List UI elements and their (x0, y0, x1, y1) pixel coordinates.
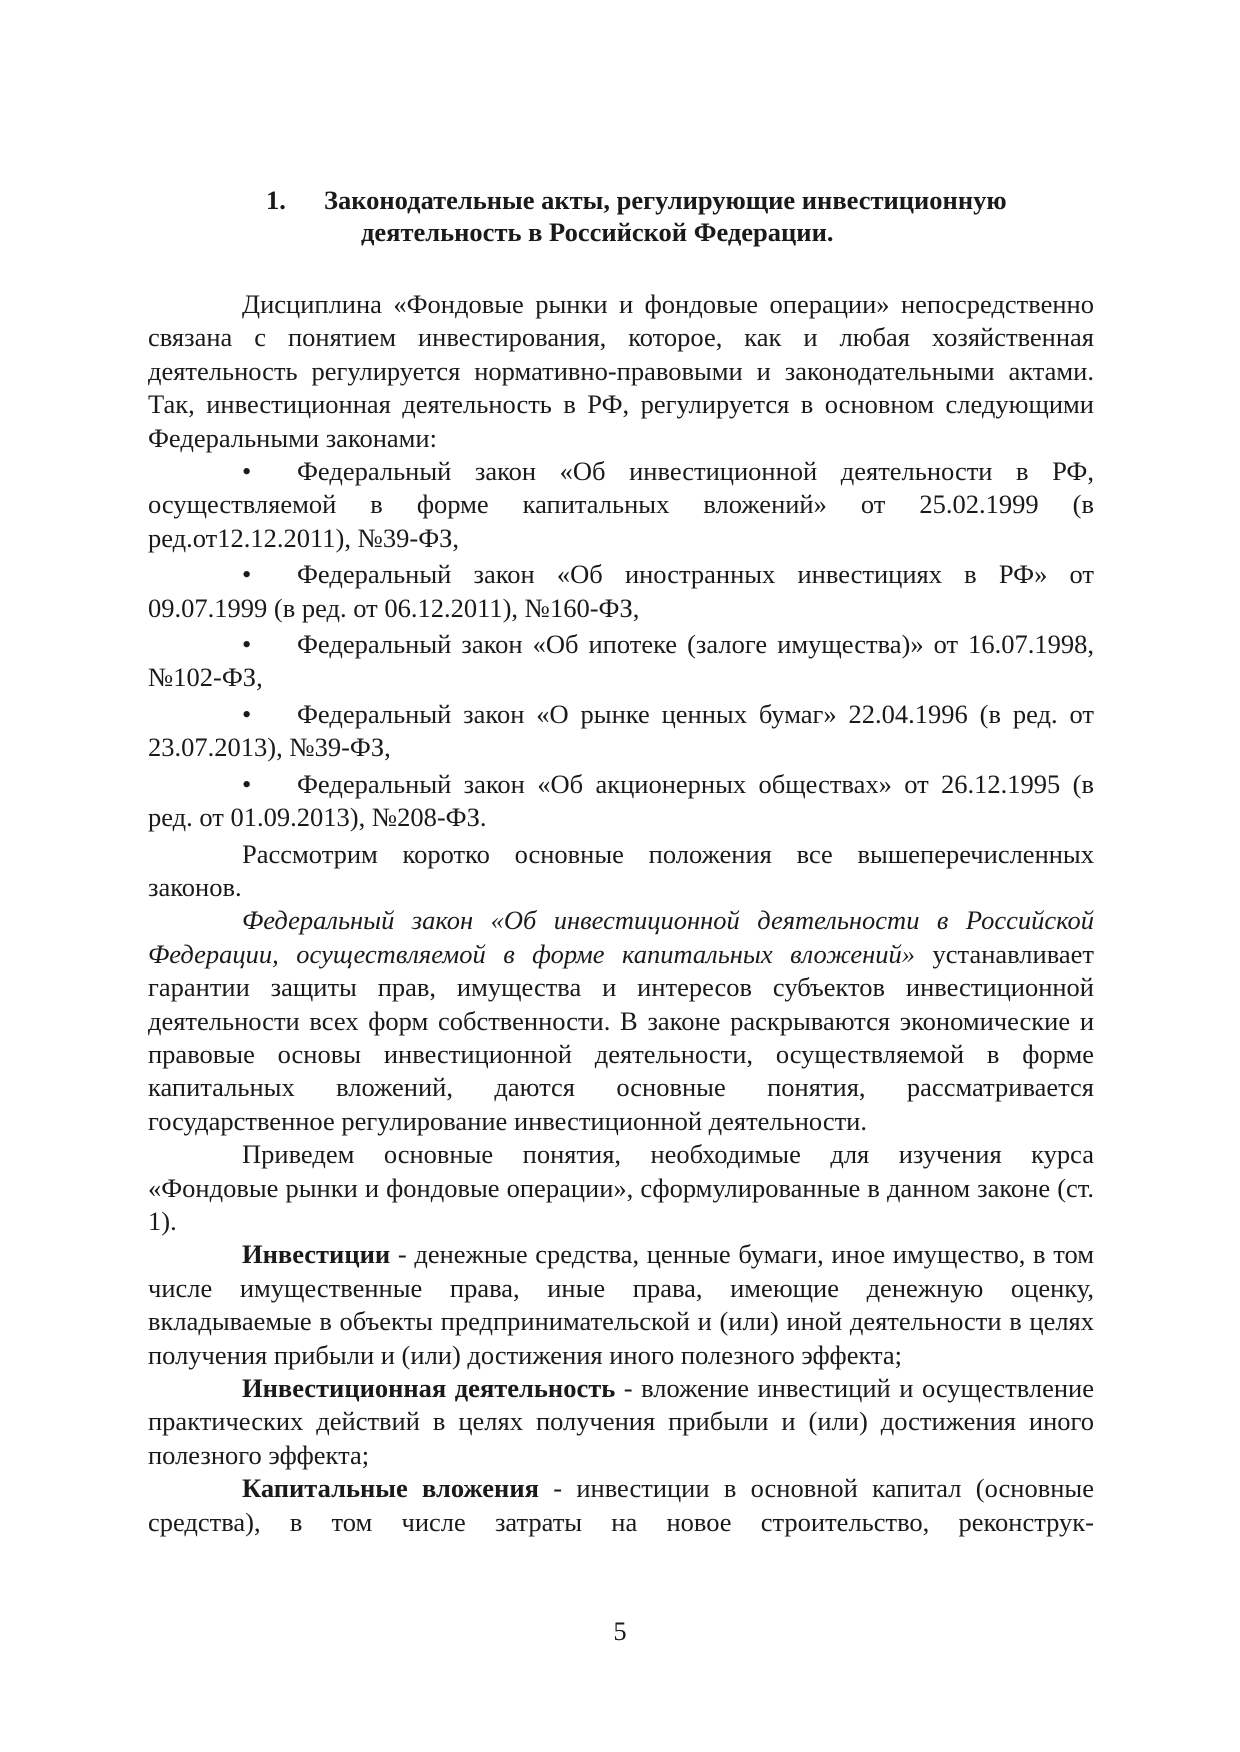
section-heading (148, 184, 1094, 248)
bullet-icon: • (242, 629, 252, 660)
definition-term: Инвестиции (242, 1239, 391, 1270)
law-description-paragraph (148, 904, 1094, 1138)
law-item-text: Федеральный закон «Об ипотеке (залоге имущества)» от 16.07.1998, №102-ФЗ, (148, 629, 1094, 693)
section-title-line1: Законодательные акты, регулирующие инвестиционную (324, 185, 1007, 215)
bullet-icon: • (242, 456, 252, 487)
document-page (148, 184, 1094, 1539)
definition-paragraph (148, 1238, 1094, 1372)
review-paragraph: Рассмотрим коротко основные положения все вышеперечисленных законов. (148, 838, 1094, 902)
list-item (148, 628, 1094, 695)
section-number: 1. (266, 185, 286, 215)
definition-paragraph (148, 1472, 1094, 1539)
law-title-italic: Федеральный закон «Об инвестиционной деятельности в Российской Федерации, осуществляемой в форме капитальных вложений» (148, 905, 1094, 969)
definition-paragraph (148, 1372, 1094, 1472)
page-number: 5 (613, 1616, 627, 1646)
list-item (148, 698, 1094, 765)
definition-term: Инвестиционная деятельность (242, 1373, 616, 1403)
law-item-text: Федеральный закон «Об иностранных инвестициях в РФ» от 09.07.1999 (в ред. от 06.12.2011), №160-ФЗ, (148, 559, 1094, 623)
section-title-line2: деятельность в Российской Федерации. (361, 217, 834, 247)
law-item-text: Федеральный закон «Об инвестиционной деятельности в РФ, осуществляемой в форме капитальных вложений» от 25.02.1999 (в ред.от12.12.2011), №39-ФЗ, (148, 456, 1094, 553)
definition-term: Капитальные вложения (242, 1473, 539, 1504)
list-item (148, 558, 1094, 625)
law-item-text: Федеральный закон «О рынке ценных бумаг» 22.04.1996 (в ред. от 23.07.2013), №39-ФЗ, (148, 698, 1094, 763)
list-item (148, 455, 1094, 555)
bullet-icon: • (242, 768, 252, 799)
concepts-intro-paragraph: Приведем основные понятия, необходимые для изучения курса «Фондовые рынки и фондовые операции», сформулированные в данном законе (ст. 1). (148, 1139, 1094, 1236)
definition-text: - инвестиции в основной капитал (основные средства), в том числе затраты на новое строительство, реконструк- (148, 1473, 1094, 1537)
definition-text: - денежные средства, ценные бумаги, иное имущество, в том числе имущественные права, иные права, имеющие денежную оценку, вкладываемые в объекты предпринимательской и (или) иной деятельности в целях получения прибыли и (или) достижения иного полезного эффекта; (148, 1239, 1094, 1370)
list-item (148, 768, 1094, 835)
law-description-text: устанавливает гарантии защиты прав, имущества и интересов субъектов инвестиционной деятельности всех форм собственности. В законе раскрываются экономические и правовые основы инвестиционной деятельности, осуществляемой в форме капитальных вложений, даются основные понятия, рассматривается государственное регулирование инвестиционной деятельности. (148, 938, 1094, 1136)
law-item-text: Федеральный закон «Об акционерных обществах» от 26.12.1995 (в ред. от 01.09.2013), №208-ФЗ. (148, 768, 1094, 833)
definition-text: - вложение инвестиций и осуществление практических действий в целях получения прибыли и (или) достижения иного полезного эффекта; (148, 1373, 1094, 1470)
intro-paragraph: Дисциплина «Фондовые рынки и фондовые операции» непосредственно связана с понятием инвестирования, которое, как и любая хозяйственная деятельность регулируется нормативно-правовыми и законодательными актами. Так, инвестиционная деятельность в РФ, регулируется в основном следующими Федеральными законами: (148, 289, 1094, 453)
bullet-icon: • (242, 698, 252, 729)
bullet-icon: • (242, 559, 252, 590)
